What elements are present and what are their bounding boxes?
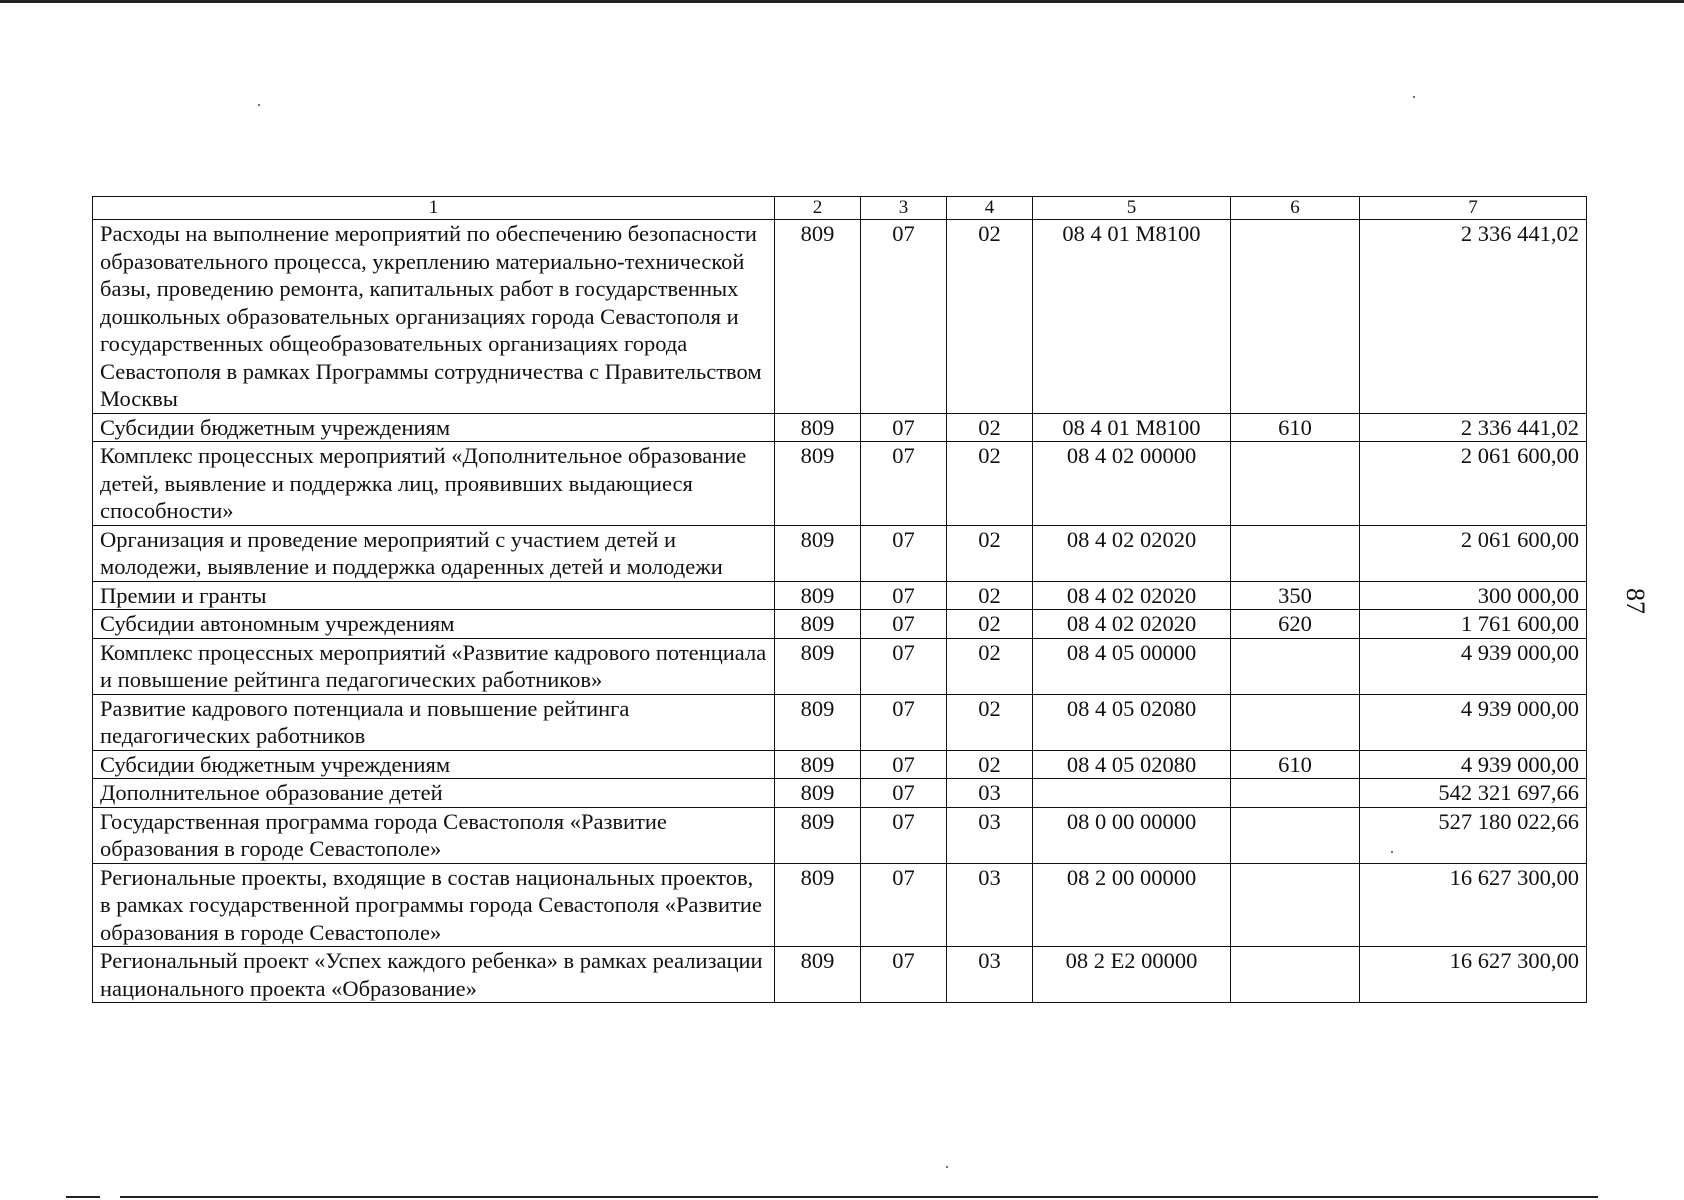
expense-name-cell: Комплекс процессных мероприятий «Развитие кадрового потенциала и повышение рейтинга педагогических работников» [93,638,775,694]
subsection-code-cell: 02 [947,750,1033,779]
ministry-code-cell: 809 [775,442,861,526]
subsection-code-cell: 02 [947,638,1033,694]
column-header: 7 [1360,197,1587,220]
scan-speck [946,1166,948,1168]
expense-name-cell: Организация и проведение мероприятий с участием детей и молодежи, выявление и поддержка одаренных детей и молодежи [93,525,775,581]
subsection-code-cell: 03 [947,947,1033,1003]
expense-name-cell: Субсидии бюджетным учреждениям [93,413,775,442]
table-row [93,638,1587,694]
column-header: 4 [947,197,1033,220]
budget-table [92,196,1587,1003]
table-row [93,947,1587,1003]
ministry-code-cell: 809 [775,750,861,779]
ministry-code-cell: 809 [775,694,861,750]
ministry-code-cell: 809 [775,947,861,1003]
amount-cell: 542 321 697,66 [1360,779,1587,808]
expense-type-cell [1231,807,1360,863]
column-header: 5 [1033,197,1231,220]
section-code-cell: 07 [861,638,947,694]
expense-name-cell: Расходы на выполнение мероприятий по обеспечению безопасности образовательного процесса, укреплению материально-технической базы, проведению ремонта, капитальных работ в государственных дошкольных образовательных организациях города Севастополя и государственных общеобразовательных организациях города Севастополя в рамках Программы сотрудничества с Правительством Москвы [93,220,775,414]
column-header: 6 [1231,197,1360,220]
amount-cell: 2 336 441,02 [1360,413,1587,442]
target-article-cell: 08 4 01 M8100 [1033,220,1231,414]
amount-cell: 16 627 300,00 [1360,863,1587,947]
section-code-cell: 07 [861,525,947,581]
expense-type-cell [1231,863,1360,947]
column-header: 2 [775,197,861,220]
target-article-cell: 08 4 02 02020 [1033,581,1231,610]
expense-type-cell [1231,442,1360,526]
ministry-code-cell: 809 [775,610,861,639]
footer-rule-short [66,1196,100,1198]
ministry-code-cell: 809 [775,863,861,947]
subsection-code-cell: 02 [947,220,1033,414]
section-code-cell: 07 [861,947,947,1003]
subsection-code-cell: 02 [947,413,1033,442]
target-article-cell: 08 2 00 00000 [1033,863,1231,947]
section-code-cell: 07 [861,413,947,442]
expense-type-cell: 610 [1231,750,1360,779]
expense-type-cell [1231,638,1360,694]
subsection-code-cell: 03 [947,779,1033,808]
table-row [93,750,1587,779]
expense-name-cell: Премии и гранты [93,581,775,610]
expense-type-cell [1231,694,1360,750]
table-row [93,442,1587,526]
table-header-row [93,197,1587,220]
scan-speck [1413,96,1415,98]
section-code-cell: 07 [861,750,947,779]
amount-cell: 300 000,00 [1360,581,1587,610]
amount-cell: 4 939 000,00 [1360,638,1587,694]
target-article-cell: 08 4 02 00000 [1033,442,1231,526]
section-code-cell: 07 [861,779,947,808]
table-row [93,863,1587,947]
section-code-cell: 07 [861,807,947,863]
ministry-code-cell: 809 [775,581,861,610]
scan-top-edge [0,0,1684,3]
amount-cell: 16 627 300,00 [1360,947,1587,1003]
ministry-code-cell: 809 [775,638,861,694]
amount-cell: 1 761 600,00 [1360,610,1587,639]
expense-name-cell: Государственная программа города Севастополя «Развитие образования в городе Севастополе» [93,807,775,863]
table-row [93,694,1587,750]
ministry-code-cell: 809 [775,525,861,581]
subsection-code-cell: 03 [947,863,1033,947]
expense-name-cell: Развитие кадрового потенциала и повышение рейтинга педагогических работников [93,694,775,750]
expense-name-cell: Субсидии бюджетным учреждениям [93,750,775,779]
page-number: 87 [1621,588,1650,614]
footer-rule-long [120,1196,1598,1198]
section-code-cell: 07 [861,581,947,610]
table-row [93,525,1587,581]
table-row [93,610,1587,639]
target-article-cell: 08 4 05 00000 [1033,638,1231,694]
table-row [93,581,1587,610]
section-code-cell: 07 [861,863,947,947]
table-row [93,779,1587,808]
column-header: 1 [93,197,775,220]
expense-type-cell [1231,947,1360,1003]
expense-type-cell: 350 [1231,581,1360,610]
scan-speck [258,104,260,106]
target-article-cell: 08 4 05 02080 [1033,694,1231,750]
subsection-code-cell: 02 [947,581,1033,610]
ministry-code-cell: 809 [775,807,861,863]
target-article-cell: 08 2 E2 00000 [1033,947,1231,1003]
target-article-cell: 08 0 00 00000 [1033,807,1231,863]
subsection-code-cell: 03 [947,807,1033,863]
subsection-code-cell: 02 [947,525,1033,581]
expense-type-cell: 610 [1231,413,1360,442]
subsection-code-cell: 02 [947,610,1033,639]
target-article-cell: 08 4 02 02020 [1033,525,1231,581]
expense-name-cell: Комплекс процессных мероприятий «Дополнительное образование детей, выявление и поддержка лиц, проявивших выдающиеся способности» [93,442,775,526]
expense-type-cell [1231,525,1360,581]
section-code-cell: 07 [861,694,947,750]
amount-cell: 4 939 000,00 [1360,750,1587,779]
amount-cell: 2 061 600,00 [1360,525,1587,581]
column-header: 3 [861,197,947,220]
target-article-cell: 08 4 01 M8100 [1033,413,1231,442]
table-row [93,220,1587,414]
table-row [93,807,1587,863]
expense-name-cell: Субсидии автономным учреждениям [93,610,775,639]
section-code-cell: 07 [861,610,947,639]
amount-cell: 527 180 022,66 [1360,807,1587,863]
amount-cell: 2 336 441,02 [1360,220,1587,414]
subsection-code-cell: 02 [947,694,1033,750]
ministry-code-cell: 809 [775,220,861,414]
expense-name-cell: Региональные проекты, входящие в состав национальных проектов, в рамках государственной программы города Севастополя «Развитие образования в городе Севастополе» [93,863,775,947]
expense-name-cell: Дополнительное образование детей [93,779,775,808]
expense-type-cell: 620 [1231,610,1360,639]
amount-cell: 2 061 600,00 [1360,442,1587,526]
target-article-cell [1033,779,1231,808]
subsection-code-cell: 02 [947,442,1033,526]
section-code-cell: 07 [861,442,947,526]
target-article-cell: 08 4 02 02020 [1033,610,1231,639]
expense-type-cell [1231,220,1360,414]
ministry-code-cell: 809 [775,779,861,808]
expense-type-cell [1231,779,1360,808]
amount-cell: 4 939 000,00 [1360,694,1587,750]
table-row [93,413,1587,442]
section-code-cell: 07 [861,220,947,414]
expense-name-cell: Региональный проект «Успех каждого ребенка» в рамках реализации национального проекта «Образование» [93,947,775,1003]
ministry-code-cell: 809 [775,413,861,442]
target-article-cell: 08 4 05 02080 [1033,750,1231,779]
